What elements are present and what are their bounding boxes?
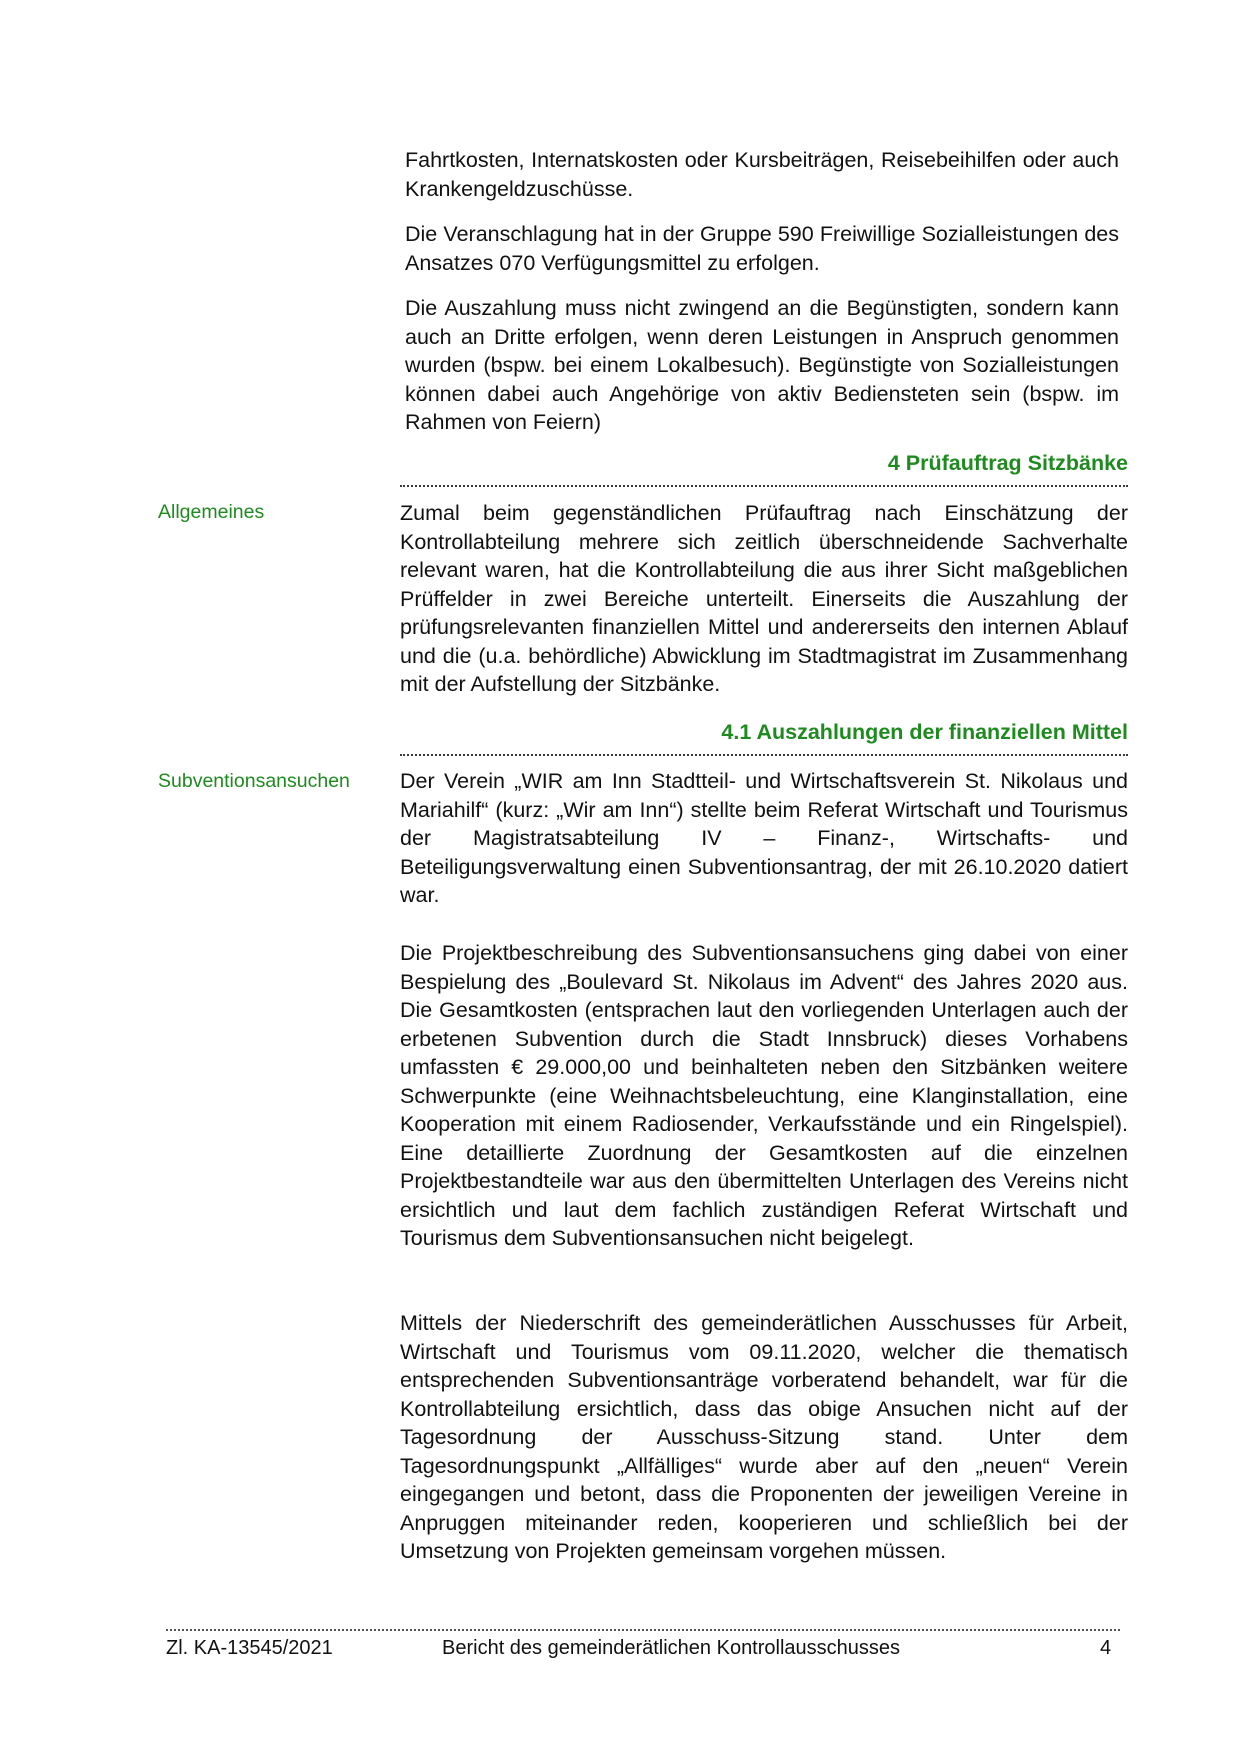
intro-paragraph-3: Die Auszahlung muss nicht zwingend an die Begünstigten, sondern kann auch an Dritte erfolgen, wenn deren Leistungen in Anspruch genommen wurden (bspw. bei einem Lokalbesuch). Begünstigte von Sozialleistungen können dabei auch Angehörige von aktiv Bediensteten sein (bspw. im Rahmen von Feiern) <box>405 296 1119 434</box>
section-4-1-paragraph-1: Der Verein „WIR am Inn Stadtteil- und Wirtschaftsverein St. Nikolaus und Mariahilf“ (kurz: „Wir am Inn“) stellte beim Referat Wirtschaft und Tourismus der Magistratsabteilung IV – Finanz-, Wirtschafts- und Beteiligungsverwaltung einen Subventionsantrag, der mit 26.10.2020 datiert war. <box>400 769 1128 907</box>
section-4-1-divider <box>400 754 1128 756</box>
footer-divider <box>166 1629 1120 1631</box>
footer-title: Bericht des gemeinderätlichen Kontrollausschusses <box>442 1637 901 1659</box>
footer-page-number: 4 <box>1100 1637 1112 1659</box>
section-4-1-paragraph-2: Die Projektbeschreibung des Subventionsansuchens ging dabei von einer Bespielung des „Boulevard St. Nikolaus im Advent“ des Jahres 2020 aus. Die Gesamtkosten (entsprachen laut den vorliegenden Unterlagen auch der erbetenen Subvention durch die Stadt Innsbruck) dieses Vorhabens umfassten € 29.000,00 und beinhalteten neben den Sitzbänken weitere Schwerpunkte (eine Weihnachtsbeleuchtung, eine Klanginstallation, eine Kooperation mit einem Radiosender, Verkaufsstände und ein Ringelspiel). Eine detaillierte Zuordnung der Gesamtkosten auf die einzelnen Projektbestandteile war aus den übermittelten Unterlagen des Vereins nicht ersichtlich und laut dem fachlich zuständigen Referat Wirtschaft und Tourismus dem Subventionsansuchen nicht beigelegt. <box>400 941 1128 1250</box>
section-4-paragraph: Zumal beim gegenständlichen Prüfauftrag nach Einschätzung der Kontrollabteilung mehrere sich zeitlich überschneidende Sachverhalte relevant waren, hat die Kontrollabteilung die aus ihrer Sicht maßgeblichen Prüffelder in zwei Bereiche unterteilt. Einerseits die Auszahlung der prüfungsrelevanten finanziellen Mittel und andererseits den internen Ablauf und die (u.a. behördliche) Abwicklung im Stadtmagistrat im Zusammenhang mit der Aufstellung der Sitzbänke. <box>400 501 1128 696</box>
intro-paragraph-1: Fahrtkosten, Internatskosten oder Kursbeiträgen, Reisebeihilfen oder auch Krankengeldzuschüsse. <box>405 148 1119 201</box>
margin-label-allgemeines: Allgemeines <box>158 501 265 523</box>
section-4-1-heading: 4.1 Auszahlungen der finanziellen Mittel <box>721 720 1128 744</box>
margin-label-subventionsansuchen: Subventionsansuchen <box>158 770 350 792</box>
section-4-1-paragraph-3: Mittels der Niederschrift des gemeinderätlichen Ausschusses für Arbeit, Wirtschaft und Tourismus vom 09.11.2020, welcher die thematisch entsprechenden Subventionsanträge vorberatend behandelt, war für die Kontrollabteilung ersichtlich, dass das obige Ansuchen nicht auf der Tagesordnung der Ausschuss-Sitzung stand. Unter dem Tagesordnungspunkt „Allfälliges“ wurde aber auf den „neuen“ Verein eingegangen und betont, dass die Proponenten der jeweiligen Vereine in Anpruggen miteinander reden, kooperieren und schließlich bei der Umsetzung von Projekten gemeinsam vorgehen müssen. <box>400 1311 1128 1563</box>
intro-paragraph-2: Die Veranschlagung hat in der Gruppe 590 Freiwillige Sozialleistungen des Ansatzes 070 Verfügungsmittel zu erfolgen. <box>405 222 1119 275</box>
footer-reference: Zl. KA-13545/2021 <box>166 1637 333 1659</box>
section-4-divider <box>400 485 1128 487</box>
section-4-heading: 4 Prüfauftrag Sitzbänke <box>887 451 1128 475</box>
